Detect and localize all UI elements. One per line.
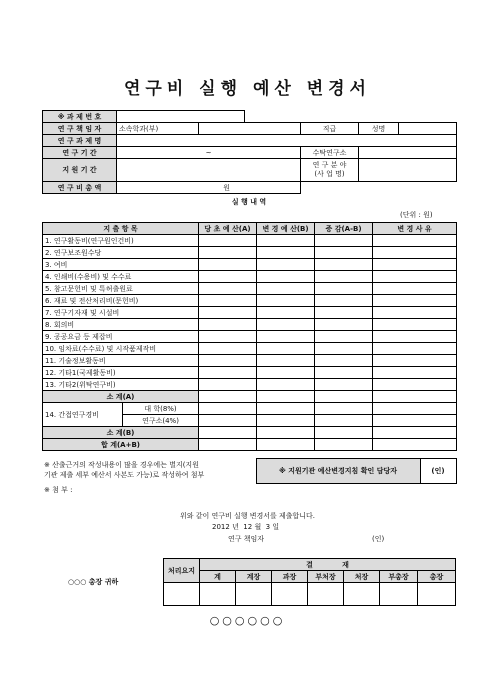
budget-reason-cell[interactable] — [373, 307, 457, 319]
project-no-label: ※ 과 제 번 호 — [43, 111, 117, 123]
budget-orig-cell[interactable] — [199, 343, 257, 355]
budget-changed-cell[interactable] — [257, 307, 315, 319]
budget-changed-cell[interactable] — [257, 247, 315, 259]
budget-item-label: 12. 기타1(국제활동비) — [43, 367, 199, 379]
indirect-univ-reason[interactable] — [373, 403, 457, 415]
institute-field[interactable] — [359, 147, 457, 159]
budget-changed-cell[interactable] — [257, 319, 315, 331]
budget-orig-cell[interactable] — [199, 235, 257, 247]
budget-item-label: 9. 공공요금 등 제잡비 — [43, 331, 199, 343]
budget-diff-cell[interactable] — [315, 379, 373, 391]
budget-changed-cell[interactable] — [257, 271, 315, 283]
field-label-line1: 연 구 분 야 — [312, 161, 347, 169]
total-ab-label: 합 계(A+B) — [43, 439, 199, 451]
budget-item-label: 10. 임차료(수수료) 및 시작품제작비 — [43, 343, 199, 355]
budget-reason-cell[interactable] — [373, 331, 457, 343]
budget-row — [43, 271, 457, 283]
total-ab-orig[interactable] — [199, 439, 257, 451]
sign-box[interactable] — [308, 583, 344, 606]
sign-box[interactable] — [418, 583, 456, 606]
indirect-label: 14. 간접연구경비 — [43, 403, 123, 427]
note-cell — [42, 459, 256, 484]
approval-col: 부처장 — [308, 571, 344, 583]
unit-label: (단위 : 원) — [400, 211, 433, 219]
budget-row — [43, 235, 457, 247]
budget-row — [43, 319, 457, 331]
budget-reason-cell[interactable] — [373, 259, 457, 271]
indirect-univ-label: 대 학(8%) — [123, 403, 199, 415]
confirm-seal[interactable]: (인) — [420, 459, 456, 484]
notes-table — [42, 458, 457, 484]
gyeol-label: 결 — [306, 560, 313, 569]
col-item: 지 출 항 목 — [43, 223, 199, 235]
budget-changed-cell[interactable] — [257, 295, 315, 307]
budget-changed-cell[interactable] — [257, 379, 315, 391]
budget-item-label: 11. 기술정보활동비 — [43, 355, 199, 367]
budget-reason-cell[interactable] — [373, 343, 457, 355]
addressee: ○○○ 총장 귀하 — [68, 578, 119, 586]
budget-reason-cell[interactable] — [373, 367, 457, 379]
total-field[interactable]: 원 — [117, 182, 301, 194]
submit-day: 3 — [265, 523, 271, 531]
approval-header — [200, 559, 456, 571]
budget-row — [43, 367, 457, 379]
subtotal-a-label: 소 계(A) — [43, 391, 199, 403]
budget-item-label: 4. 인쇄비(수용비) 및 수수료 — [43, 271, 199, 283]
sign-box[interactable] — [344, 583, 380, 606]
approval-col: 총장 — [418, 571, 456, 583]
total-ab-changed[interactable] — [257, 439, 315, 451]
budget-orig-cell[interactable] — [199, 283, 257, 295]
budget-orig-cell[interactable] — [199, 355, 257, 367]
project-info-table — [42, 110, 457, 194]
budget-changed-cell[interactable] — [257, 367, 315, 379]
period-field[interactable]: ~ — [117, 147, 301, 159]
indirect-inst-reason[interactable] — [373, 415, 457, 427]
indirect-univ-diff[interactable] — [315, 403, 373, 415]
budget-diff-cell[interactable] — [315, 343, 373, 355]
budget-item-label: 6. 재료 및 전산처리비(문헌비) — [43, 295, 199, 307]
budget-reason-cell[interactable] — [373, 235, 457, 247]
process-label: 처리요지 — [164, 559, 200, 583]
field-label-line2: (사 업 명) — [314, 170, 345, 178]
budget-item-label: 7. 연구기자재 및 시설비 — [43, 307, 199, 319]
budget-diff-cell[interactable] — [315, 319, 373, 331]
submit-month-unit: 월 — [254, 523, 262, 531]
submit-pi: 연구 책임자 — [228, 535, 265, 543]
budget-reason-cell[interactable] — [373, 247, 457, 259]
budget-diff-cell[interactable] — [315, 283, 373, 295]
approval-col: 부총장 — [380, 571, 418, 583]
budget-diff-cell[interactable] — [315, 367, 373, 379]
sign-box[interactable] — [272, 583, 308, 606]
submit-day-unit: 일 — [272, 523, 280, 531]
approval-table — [163, 558, 456, 606]
subtotal-b-orig[interactable] — [199, 427, 257, 439]
budget-orig-cell[interactable] — [199, 247, 257, 259]
indirect-univ-orig[interactable] — [199, 403, 257, 415]
indirect-inst-diff[interactable] — [315, 415, 373, 427]
col-diff: 증 감(A-B) — [315, 223, 373, 235]
form-title: 연구비 실행 예산 변경서 — [124, 79, 371, 99]
budget-orig-cell[interactable] — [199, 271, 257, 283]
budget-orig-cell[interactable] — [199, 331, 257, 343]
subtotal-a-orig[interactable] — [199, 391, 257, 403]
budget-changed-cell[interactable] — [257, 235, 315, 247]
approval-col: 계 — [200, 571, 236, 583]
name-field[interactable] — [399, 123, 457, 135]
budget-item-label: 3. 여비 — [43, 259, 199, 271]
process-field[interactable] — [164, 583, 200, 606]
budget-diff-cell[interactable] — [315, 307, 373, 319]
subtotal-b-changed[interactable] — [257, 427, 315, 439]
budget-changed-cell[interactable] — [257, 343, 315, 355]
funder-label: 지 원 기 간 — [43, 159, 117, 182]
submit-line: 위와 같이 연구비 실행 변경서를 제출합니다. — [179, 512, 316, 520]
subtotal-a-reason[interactable] — [373, 391, 457, 403]
subtotal-b-reason[interactable] — [373, 427, 457, 439]
budget-row — [43, 379, 457, 391]
subtotal-b-diff[interactable] — [315, 427, 373, 439]
budget-row — [43, 307, 457, 319]
subtotal-a-diff[interactable] — [315, 391, 373, 403]
budget-diff-cell[interactable] — [315, 295, 373, 307]
col-reason: 변 경 사 유 — [373, 223, 457, 235]
position-label: 직급 — [301, 123, 359, 135]
budget-orig-cell[interactable] — [199, 307, 257, 319]
budget-diff-cell[interactable] — [315, 271, 373, 283]
submit-date — [212, 522, 279, 533]
budget-reason-cell[interactable] — [373, 295, 457, 307]
budget-diff-cell[interactable] — [315, 235, 373, 247]
budget-orig-cell[interactable] — [199, 379, 257, 391]
submit-month: 12 — [243, 523, 253, 531]
budget-reason-cell[interactable] — [373, 271, 457, 283]
budget-row — [43, 331, 457, 343]
budget-item-label: 5. 참고문헌비 및 특허출원료 — [43, 283, 199, 295]
dept-label: 소속학과(부) — [117, 123, 199, 135]
approval-col: 처장 — [344, 571, 380, 583]
jae-label: 재 — [342, 560, 349, 569]
budget-item-label: 8. 회의비 — [43, 319, 199, 331]
confirm-label: ※ 지원기관 예산변경지침 확인 담당자 — [256, 459, 420, 484]
budget-row — [43, 343, 457, 355]
institute-label: 수탁연구소 — [301, 147, 359, 159]
budget-row — [43, 295, 457, 307]
footer-org: ○○○○○○ — [209, 614, 286, 627]
budget-diff-cell[interactable] — [315, 259, 373, 271]
budget-reason-cell[interactable] — [373, 355, 457, 367]
funder-field[interactable] — [117, 159, 301, 182]
dept-field[interactable] — [199, 123, 301, 135]
attach-label: ※ 첨 부 : — [44, 486, 73, 494]
budget-diff-cell[interactable] — [315, 331, 373, 343]
subtotal-b-label: 소 계(B) — [43, 427, 199, 439]
exec-heading: 실 행 내 역 — [231, 198, 267, 206]
approval-col: 과장 — [272, 571, 308, 583]
total-ab-reason[interactable] — [373, 439, 457, 451]
sign-box[interactable] — [236, 583, 272, 606]
col-changed: 변 경 예 산(B) — [257, 223, 315, 235]
submit-year-unit: 년 — [232, 523, 239, 531]
budget-row — [43, 247, 457, 259]
submit-seal: (인) — [372, 535, 385, 543]
indirect-inst-label: 연구소(4%) — [123, 415, 199, 427]
budget-item-label: 2. 연구보조원수당 — [43, 247, 199, 259]
budget-item-label: 13. 기타2(위탁연구비) — [43, 379, 199, 391]
budget-reason-cell[interactable] — [373, 379, 457, 391]
project-no-field[interactable] — [117, 111, 245, 123]
period-label: 연 구 기 간 — [43, 147, 117, 159]
budget-diff-cell[interactable] — [315, 355, 373, 367]
approval-col: 계장 — [236, 571, 272, 583]
total-label: 연 구 비 총 액 — [43, 182, 117, 194]
subtotal-a-changed[interactable] — [257, 391, 315, 403]
field-label — [301, 159, 359, 182]
note-line2: 기관 제출 세부 예산서 사본도 가능)로 작성하여 첨부 — [44, 470, 205, 479]
sign-box[interactable] — [380, 583, 418, 606]
project-name-field[interactable] — [117, 135, 457, 147]
budget-reason-cell[interactable] — [373, 283, 457, 295]
budget-changed-cell[interactable] — [257, 283, 315, 295]
indirect-univ-changed[interactable] — [257, 403, 315, 415]
budget-orig-cell[interactable] — [199, 259, 257, 271]
budget-row — [43, 355, 457, 367]
budget-reason-cell[interactable] — [373, 319, 457, 331]
budget-orig-cell[interactable] — [199, 319, 257, 331]
pi-label: 연 구 책 임 자 — [43, 123, 117, 135]
budget-row — [43, 283, 457, 295]
name-label: 성명 — [359, 123, 399, 135]
total-ab-diff[interactable] — [315, 439, 373, 451]
budget-changed-cell[interactable] — [257, 331, 315, 343]
indirect-inst-orig[interactable] — [199, 415, 257, 427]
budget-changed-cell[interactable] — [257, 355, 315, 367]
budget-item-label: 1. 연구활동비(연구원인건비) — [43, 235, 199, 247]
indirect-inst-changed[interactable] — [257, 415, 315, 427]
project-name-label: 연 구 과 제 명 — [43, 135, 117, 147]
budget-diff-cell[interactable] — [315, 247, 373, 259]
field-field[interactable] — [359, 159, 457, 182]
budget-orig-cell[interactable] — [199, 295, 257, 307]
budget-row — [43, 259, 457, 271]
budget-orig-cell[interactable] — [199, 367, 257, 379]
note-line1: ※ 산출근거의 작성내용이 많을 경우에는 별지(지원 — [44, 460, 199, 469]
sign-box[interactable] — [200, 583, 236, 606]
budget-changed-cell[interactable] — [257, 259, 315, 271]
submit-year: 2012 — [212, 523, 230, 531]
col-orig: 당 초 예 산(A) — [199, 223, 257, 235]
budget-table — [42, 222, 457, 451]
